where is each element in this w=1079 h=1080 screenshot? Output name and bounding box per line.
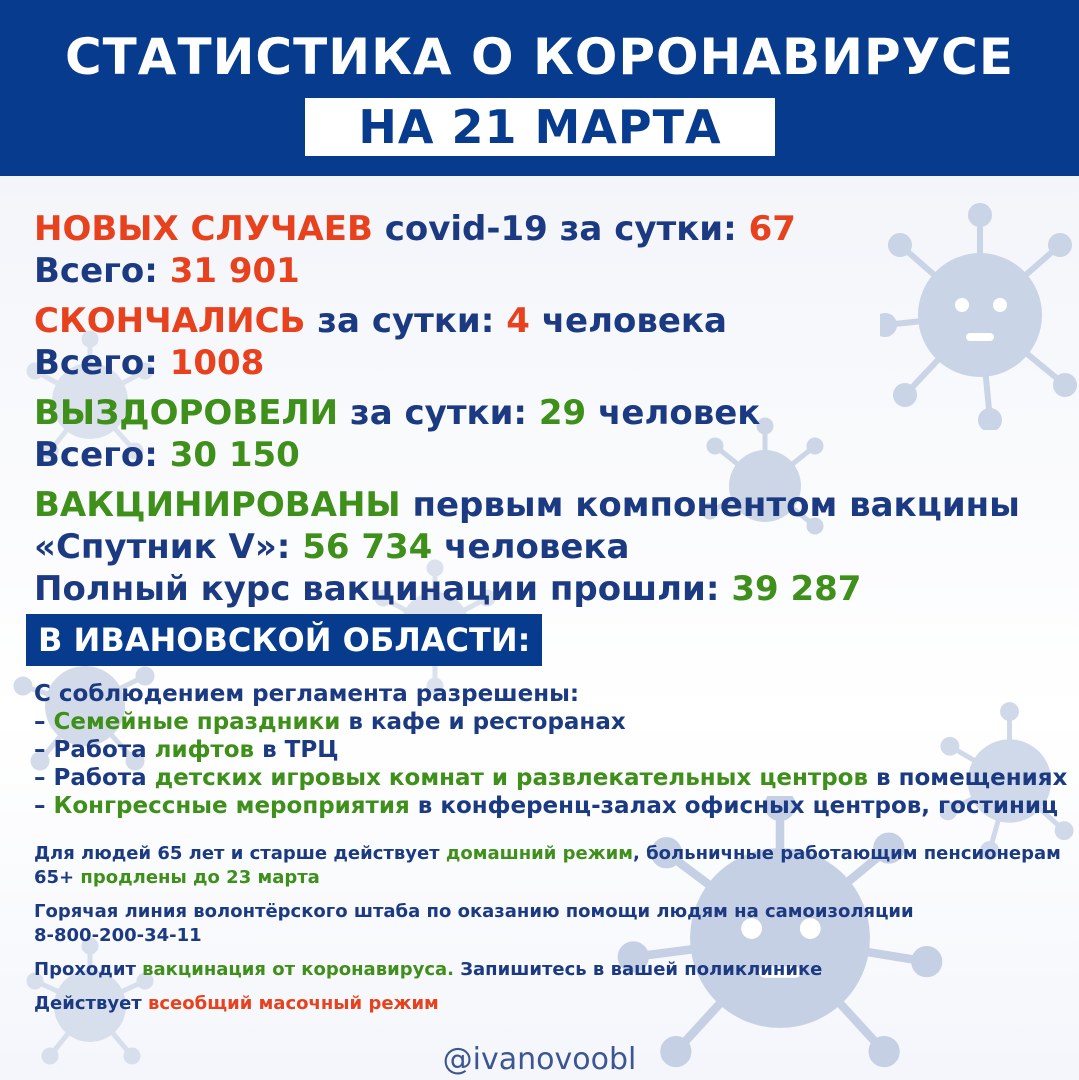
note-highlight: всеобщий масочный режим	[148, 993, 439, 1014]
total-label: Всего:	[34, 435, 170, 475]
list-item	[34, 708, 1064, 736]
recovered-line	[34, 392, 1064, 434]
mask-note	[34, 992, 1064, 1016]
new-cases-line	[34, 208, 1064, 250]
list-item-prefix: – Работа	[34, 765, 155, 791]
hotline-phone: 8-800-200-34-11	[34, 925, 202, 946]
total-label: Всего:	[34, 343, 170, 383]
rules-intro: С соблюдением регламента разрешены:	[34, 681, 580, 707]
list-item-highlight: детских игровых комнат и развлекательных центров	[154, 765, 869, 791]
list-item-highlight: Конгрессные мероприятия	[53, 793, 410, 819]
recovered-total: 30 150	[169, 435, 300, 475]
date-badge: НА 21 МАРТА	[305, 98, 775, 156]
hotline-text: Горячая линия волонтёрского штаба по оказанию помощи людям на самоизоляции	[34, 901, 914, 922]
recovered-text: за сутки:	[338, 393, 539, 433]
list-item-highlight: лифтов	[154, 737, 255, 763]
recovered-total-line	[34, 434, 1064, 476]
elderly-note	[34, 842, 1064, 890]
elderly-note-line1	[34, 842, 1064, 866]
list-item-prefix: –	[34, 793, 54, 819]
vaccinated-value: 56 734	[302, 527, 433, 567]
vaccination-note	[34, 958, 1064, 982]
list-item-prefix: – Работа	[34, 737, 155, 763]
vaccinated-label: ВАКЦИНИРОВАНЫ	[34, 485, 401, 525]
note-text: 65+	[34, 867, 81, 888]
total-label: Всего:	[34, 251, 170, 291]
new-cases-text: covid-19 за сутки:	[372, 209, 749, 249]
note-text: Для людей 65 лет и старше действует	[34, 843, 446, 864]
note-text: Проходит	[34, 959, 143, 980]
note-text: , больничные работающим пенсионерам	[633, 843, 1061, 864]
elderly-note-line2	[34, 866, 1064, 890]
region-title-badge: В ИВАНОВСКОЙ ОБЛАСТИ:	[26, 614, 542, 666]
hotline-note	[34, 900, 1064, 948]
vaccine-name: «Спутник V»:	[34, 527, 303, 567]
note-text: Действует	[34, 993, 148, 1014]
vaccinated-unit: человека	[432, 527, 630, 567]
header-banner	[0, 0, 1079, 176]
note-highlight: вакцинация от коронавируса.	[142, 959, 454, 980]
mask-note-line	[34, 992, 1064, 1016]
social-handle: @ivanovoobl	[442, 1042, 637, 1077]
list-item	[34, 736, 1064, 764]
list-item	[34, 792, 1064, 820]
new-cases-label: НОВЫХ СЛУЧАЕВ	[34, 209, 373, 249]
full-course-value: 39 287	[731, 569, 862, 609]
note-text: Запишитесь в вашей поликлинике	[453, 959, 823, 980]
vaccinated-line	[34, 484, 1064, 526]
deaths-label: СКОНЧАЛИСЬ	[34, 301, 306, 341]
list-item-rest: в кафе и ресторанах	[340, 709, 626, 735]
list-item-rest: в помещениях	[868, 765, 1068, 791]
note-highlight: продлены до 23 марта	[80, 867, 320, 888]
full-course-label: Полный курс вакцинации прошли:	[34, 569, 732, 609]
new-cases-total: 31 901	[169, 251, 300, 291]
list-item-rest: в ТРЦ	[254, 737, 339, 763]
vaccinated-value-line	[34, 526, 1064, 568]
full-course-line	[34, 568, 1064, 610]
recovered-label: ВЫЗДОРОВЕЛИ	[34, 393, 339, 433]
deaths-value: 4	[506, 301, 530, 341]
vaccinated-text: первым компонентом вакцины	[400, 485, 1020, 525]
note-highlight: домашний режим	[445, 843, 633, 864]
new-cases-value: 67	[748, 209, 796, 249]
deaths-unit: человека	[529, 301, 727, 341]
deaths-total: 1008	[169, 343, 265, 383]
deaths-total-line	[34, 342, 1064, 384]
list-item-rest: в конференц-залах офисных центров, гостиниц	[409, 793, 1059, 819]
deaths-line	[34, 300, 1064, 342]
list-item	[34, 764, 1068, 792]
vaccination-note-line	[34, 958, 1064, 982]
recovered-unit: человек	[586, 393, 761, 433]
deaths-text: за сутки:	[305, 301, 507, 341]
notes-block	[34, 842, 1064, 1026]
list-item-highlight: Семейные праздники	[53, 709, 341, 735]
statistics-block	[34, 208, 1064, 610]
recovered-value: 29	[538, 393, 587, 433]
new-cases-total-line	[34, 250, 1064, 292]
list-item-prefix: –	[34, 709, 54, 735]
page-title: СТАТИСТИКА О КОРОНАВИРУСЕ	[64, 28, 1015, 86]
rules-list	[34, 680, 1068, 820]
